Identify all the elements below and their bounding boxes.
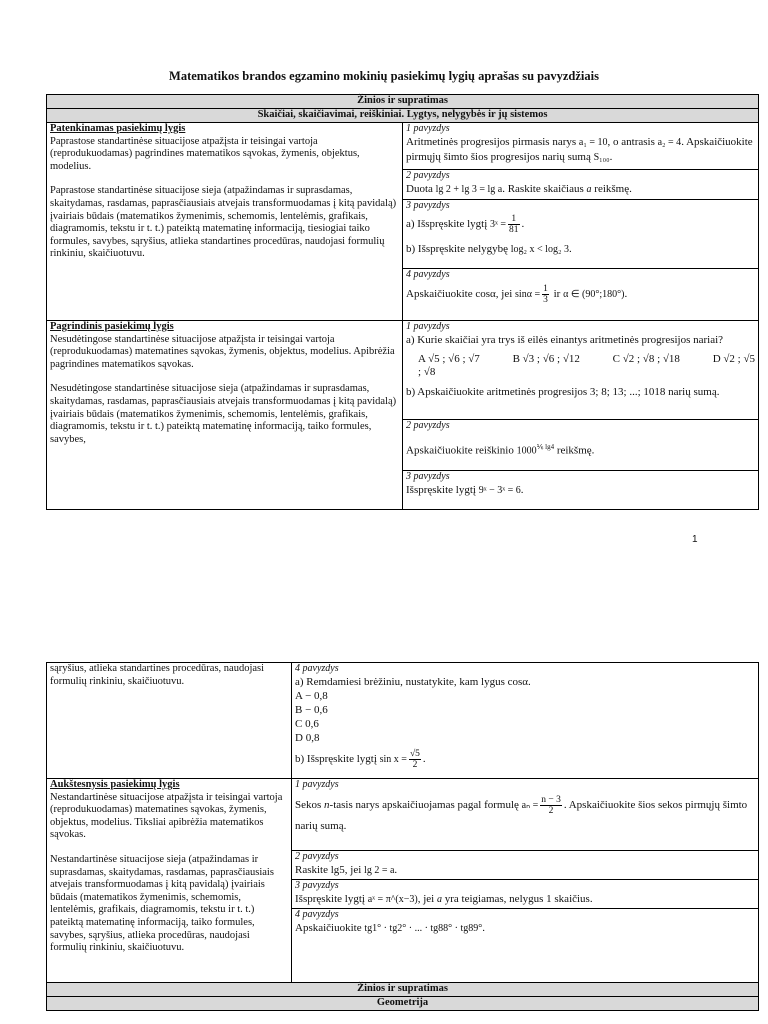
level-title: Patenkinamas pasiekimų lygis xyxy=(50,123,186,134)
example-cell xyxy=(292,851,759,880)
level-paragraph: Paprastose standartinėse situacijose sieja (atpažindamas ir suprasdamas, skaitydamas, rasdamas, paprasčiausiais atvejais transformuodamas į kitą pavidalą) įvairiais būdais (matematikos žymenimis, schemomis, lentelėmis, grafikais, diagramomis, tekstu ir t. t.) pateiktą matematinę informaciją, tiesiogiai taiko formules, savybes, sąryšius, atlieka standartines procedūras, naudojasi formulių rinkiniu, skaičiuotuvu. xyxy=(50,185,397,260)
level-paragraph: Nestandartinėse situacijose atpažįsta ir teisingai vartoja (reprodukuodamas) matematines sąvokas, žymenis, objektus, modelius. Tiksliai apibrėžia matematikos sąvokas. xyxy=(50,791,283,841)
example-cell xyxy=(403,471,759,510)
level-paragraph: sąryšius, atlieka standartines procedūras, naudojasi formulių rinkiniu, skaičiuotuvu. xyxy=(50,663,265,687)
fraction: $\frac{√5}{2}$ xyxy=(409,749,420,770)
level-title: Aukštesnysis pasiekimų lygis xyxy=(50,779,180,790)
option-b: B √3 ; √6 ; √12 xyxy=(512,353,580,365)
example-text: Duota lg 2 + lg 3 = lg a. Raskite skaičiaus a reikšmę. xyxy=(406,183,632,195)
satisfactory-level-description xyxy=(47,123,403,321)
answer-options xyxy=(418,353,755,379)
example-label: 2 pavyzdys xyxy=(295,851,339,862)
option-c: C 0,6 xyxy=(295,718,319,730)
example-text: Sekos n-tasis narys apskaičiuojamas pagal formulę aₙ = $\frac{n - 3}{2}$ . Apskaičiuokite šios sekos pirmųjų šimto narių sumą. xyxy=(295,795,748,833)
option-d: D 0,8 xyxy=(295,732,320,744)
band-topic: Skaičiai, skaičiavimai, reiškiniai. Lygtys, nelygybės ir jų sistemos xyxy=(47,109,759,123)
band-geometry: Geometrija xyxy=(47,997,759,1011)
example-text: Išspręskite lygtį 9ˣ − 3ˣ = 6. xyxy=(406,484,524,496)
option-a: A − 0,8 xyxy=(295,690,328,702)
fraction: $\frac{n - 3}{2}$ xyxy=(541,795,561,816)
example-text: b) Išspręskite nelygybę log₂ x < log₂ 3. xyxy=(406,243,572,255)
level-title: Pagrindinis pasiekimų lygis xyxy=(50,321,174,332)
example-cell xyxy=(403,420,759,471)
example-text: Išspręskite lygtį aˣ = π^(x−3), jei a yra teigiamas, nelygus 1 skaičius. xyxy=(295,893,593,905)
example-label: 4 pavyzdys xyxy=(295,909,339,920)
example-text: Raskite lg5, jei lg 2 = a. xyxy=(295,864,398,876)
example-text: Apskaičiuokite reiškinio $1000^{\frac{1}{6} lg4}$ reikšmę. xyxy=(406,443,595,457)
example-label: 3 pavyzdys xyxy=(406,200,450,211)
example-cell xyxy=(403,170,759,200)
example-label: 4 pavyzdys xyxy=(295,663,339,674)
level-paragraph: Nestandartinėse situacijose sieja (atpažindamas ir suprasdamas, skaitydamas, rasdamas, paprasčiausiais atvejais transformuodamas į kitą pavidalą) įvairiais būdais (matematikos žymenimis, schemomis, lentelėmis, grafikais, diagramomis, tekstu ir t. t.) pateiktą matematinę informaciją, taiko formules, savybes, sąryšius, atlieka procedūras, naudojasi formulių rinkiniu, skaičiuotuvu. xyxy=(50,853,274,954)
option-a: A √5 ; √6 ; √7 xyxy=(418,353,480,365)
example-text: Aritmetinės progresijos pirmasis narys a₁ = 10, o antrasis a₂ = 4. Apskaičiuokite pirmųjų šimto šios progresijos narių sumą S₁₀₀. xyxy=(406,136,753,163)
option-b: B − 0,6 xyxy=(295,704,328,716)
band-knowledge: Žinios ir supratimas xyxy=(47,95,759,109)
option-d: D √2 ; √5 ; √8 xyxy=(418,353,756,379)
basic-level-description xyxy=(47,321,403,510)
example-cell xyxy=(292,880,759,909)
example-label: 1 pavyzdys xyxy=(406,321,450,332)
example-cell xyxy=(403,269,759,321)
fraction: $\frac{1}{81}$ xyxy=(509,214,519,235)
example-cell xyxy=(403,200,759,269)
example-cell xyxy=(403,123,759,170)
example-text: a) Remdamiesi brėžiniu, nustatykite, kam lygus cosα. xyxy=(295,676,531,688)
example-text: b) Išspręskite lygtį sin x = $\frac{√5}{2}$ . xyxy=(295,749,426,770)
example-label: 3 pavyzdys xyxy=(295,880,339,891)
example-cell xyxy=(292,779,759,851)
example-text: a) Išspręskite lygtį 3ˣ = $\frac{1}{81}$ . xyxy=(406,214,525,235)
level-paragraph: Nesudėtingose standartinėse situacijose atpažįsta ir teisingai vartoja (reprodukuodamas) matematines sąvokas, žymenis, objektus, modelius. Apibrėžia pagrindines matematikos sąvokas. xyxy=(50,333,395,370)
level-paragraph: Paprastose standartinėse situacijose atpažįsta ir teisingai vartoja (reprodukuodamas) pagrindines matematikos sąvokas, žymenis, objektus, modelius. xyxy=(50,135,360,172)
example-label: 1 pavyzdys xyxy=(406,123,450,134)
example-label: 2 pavyzdys xyxy=(406,170,450,181)
example-cell xyxy=(292,663,759,779)
option-c: C √2 ; √8 ; √18 xyxy=(612,353,680,365)
example-label: 1 pavyzdys xyxy=(295,779,339,790)
example-text: Apskaičiuokite cosα, jei sinα = $\frac{1}{3}$ ir α ∈ (90°;180°). xyxy=(406,284,628,305)
example-text: a) Kurie skaičiai yra trys iš eilės einantys aritmetinės progresijos nariai? xyxy=(406,334,724,346)
example-label: 4 pavyzdys xyxy=(406,269,450,280)
example-label: 3 pavyzdys xyxy=(406,471,450,482)
band-knowledge: Žinios ir supratimas xyxy=(47,983,759,997)
example-cell xyxy=(403,321,759,420)
achievement-table-page2 xyxy=(46,662,759,1011)
example-cell xyxy=(292,909,759,983)
example-text: b) Apskaičiuokite aritmetinės progresijos 3; 8; 13; ...; 1018 narių sumą. xyxy=(406,386,720,399)
fraction: $\frac{1}{3}$ xyxy=(543,284,548,305)
higher-level-description xyxy=(47,779,292,983)
page-title: Matematikos brandos egzamino mokinių pasiekimų lygių aprašas su pavyzdžiais xyxy=(169,69,599,83)
page-number: 1 xyxy=(692,534,698,545)
example-text: Apskaičiuokite tg1° · tg2° · ... · tg88° · tg89°. xyxy=(295,922,486,934)
example-label: 2 pavyzdys xyxy=(406,420,450,431)
level-paragraph: Nesudėtingose standartinėse situacijose sieja (atpažindamas ir suprasdamas, skaitydamas, rasdamas, paprasčiausiais atvejais transformuodamas į kitą pavidalą) įvairiais būdais (matematikos žymenimis, schemomis, lentelėmis, grafikais, diagramomis, tekstu ir t. t.) pateiktą matematinę informaciją, taiko formules, savybes, xyxy=(50,383,397,445)
basic-level-description-cont xyxy=(47,663,292,779)
achievement-table-page1 xyxy=(46,94,759,510)
